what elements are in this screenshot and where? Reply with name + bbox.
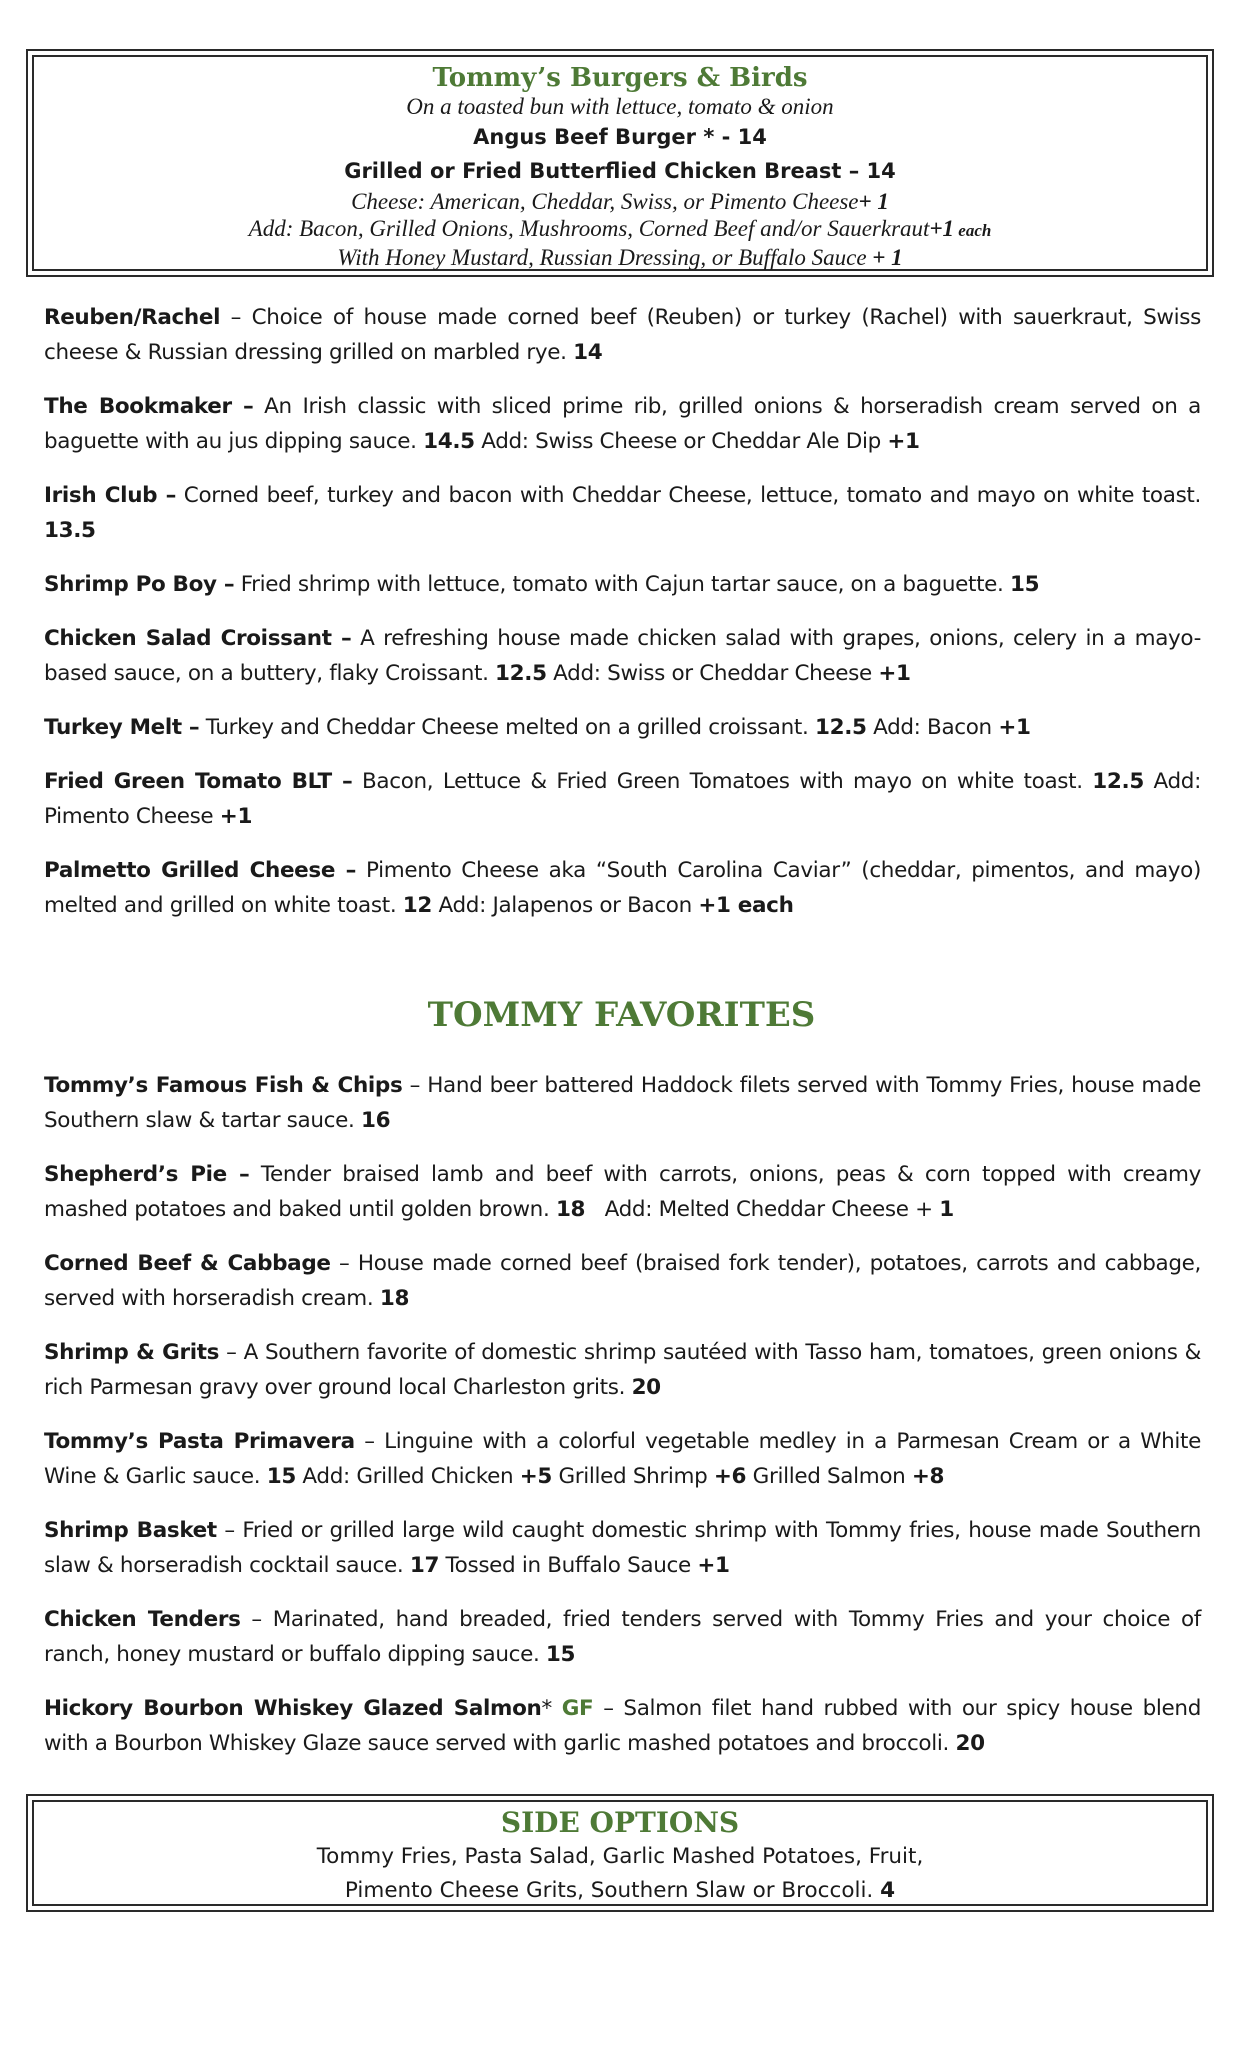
item-description: – Linguine with a colorful vegetable medley in a Parmesan Cream or a White Wine & Garlic sauce. — [44, 1429, 1201, 1489]
menu-item — [44, 1068, 1201, 1138]
item-add-text: Add: Bacon — [866, 715, 999, 740]
add-options-price: +1 — [929, 216, 955, 241]
item-name: Irish Club – — [44, 483, 177, 508]
item-add-price: +1 — [697, 1553, 730, 1578]
favorites-list — [44, 1068, 1201, 1780]
item-add-price: 1 — [939, 1197, 954, 1222]
item-add-price: +1 — [878, 661, 911, 686]
menu-item — [44, 1691, 1201, 1761]
menu-item — [44, 710, 1201, 745]
item-name: Shepherd’s Pie – — [44, 1162, 250, 1187]
item-price: 20 — [955, 1731, 985, 1756]
burgers-subtitle: On a toasted bun with lettuce, tomato & onion — [406, 94, 834, 119]
item-description: Tender braised lamb and beef with carrots, onions, peas & corn topped with creamy mashed potatoes and baked until golden brown. — [44, 1162, 1201, 1222]
menu-item — [44, 1602, 1201, 1672]
sauce-options-text: With Honey Mustard, Russian Dressing, or Buffalo Sauce — [337, 245, 873, 270]
item-add-text: Tossed in Buffalo Sauce — [439, 1553, 698, 1578]
item-name: Tommy’s Pasta Primavera — [44, 1429, 355, 1454]
item-name: Corned Beef & Cabbage — [44, 1251, 331, 1276]
item-price: 13.5 — [44, 518, 96, 543]
menu-item — [44, 1424, 1201, 1494]
item-price: 12 — [402, 893, 433, 918]
item-price: 12.5 — [814, 715, 867, 740]
item-price: 20 — [631, 1375, 661, 1400]
menu-item — [44, 764, 1201, 834]
item-name: Palmetto Grilled Cheese – — [44, 858, 357, 883]
item-description: Pimento Cheese aka “South Carolina Caviar” (cheddar, pimentos, and mayo) melted and grilled on white toast. — [44, 858, 1201, 918]
item-name: Hickory Bourbon Whiskey Glazed Salmon — [44, 1696, 542, 1721]
side-options-line-2-text: Pimento Cheese Grits, Southern Slaw or Broccoli. — [344, 1878, 881, 1903]
menu-item — [44, 567, 1201, 602]
item-name: Fried Green Tomato BLT – — [44, 769, 353, 794]
menu-item — [44, 853, 1201, 923]
item-price: 14.5 — [423, 429, 475, 454]
item-description: – Hand beer battered Haddock filets served with Tommy Fries, house made Southern slaw & tartar sauce. — [44, 1073, 1201, 1133]
item-description: Fried shrimp with lettuce, tomato with Cajun tartar sauce, on a baguette. — [234, 572, 1011, 597]
item-description: – Salmon filet hand rubbed with our spicy house blend with a Bourbon Whiskey Glaze sauce served with garlic mashed potatoes and broccoli. — [44, 1696, 1201, 1756]
item-description: Turkey and Cheddar Cheese melted on a grilled croissant. — [199, 715, 815, 740]
item-description: – Fried or grilled large wild caught domestic shrimp with Tommy fries, house made Southern slaw & horseradish cocktail sauce. — [44, 1518, 1202, 1578]
item-price: 12.5 — [1092, 769, 1144, 794]
chicken-breast-item: Grilled or Fried Butterflied Chicken Breast – 14 — [344, 159, 896, 183]
item-description: A refreshing house made chicken salad with grapes, onions, celery in a mayo-based sauce, on a buttery, flaky Croissant. — [44, 626, 1202, 686]
sauce-options — [34, 244, 1206, 271]
gf-badge: GF — [561, 1696, 594, 1721]
menu-item — [44, 1335, 1201, 1405]
burgers-title: Tommy’s Burgers & Birds — [432, 63, 808, 93]
item-name: Chicken Salad Croissant – — [44, 626, 352, 651]
item-name: Chicken Tenders — [44, 1607, 241, 1632]
item-price: 12.5 — [495, 661, 547, 686]
side-options-price: 4 — [880, 1878, 896, 1903]
item-name: Shrimp & Grits — [44, 1340, 220, 1365]
menu-item — [44, 478, 1201, 548]
item-price: 18 — [379, 1286, 410, 1311]
burgers-birds-box — [32, 55, 1208, 271]
cheese-options — [34, 188, 1206, 215]
side-options-box — [32, 1800, 1208, 1906]
side-options-title: SIDE OPTIONS — [500, 1806, 740, 1839]
sandwich-list — [44, 300, 1201, 942]
item-add-price-2: +6 — [713, 1464, 747, 1489]
menu-item — [44, 621, 1201, 691]
item-add-price: +5 — [519, 1464, 552, 1489]
item-add-text: Add: Swiss Cheese or Cheddar Ale Dip — [474, 429, 888, 454]
item-add-text-3: Grilled Salmon — [746, 1464, 912, 1489]
sauce-price: + 1 — [872, 245, 903, 270]
tommy-favorites-heading: TOMMY FAVORITES — [427, 995, 816, 1035]
item-add-price: +1 each — [698, 893, 794, 918]
add-options-each: each — [954, 221, 992, 240]
angus-burger-item: Angus Beef Burger * - 14 — [473, 125, 767, 149]
add-options-text: Add: Bacon, Grilled Onions, Mushrooms, Corned Beef and/or Sauerkraut — [248, 216, 930, 241]
menu-item — [44, 1157, 1201, 1227]
item-add-text-2: Grilled Shrimp — [552, 1464, 714, 1489]
item-add-price: +1 — [887, 429, 920, 454]
item-price: 15 — [545, 1642, 576, 1667]
item-description: Corned beef, turkey and bacon with Cheddar Cheese, lettuce, tomato and mayo on white toast. — [176, 483, 1201, 508]
item-description: – Marinated, hand breaded, fried tenders served with Tommy Fries and your choice of ranch, honey mustard or buffalo dipping sauce. — [44, 1607, 1201, 1667]
cheese-options-text: Cheese: American, Cheddar, Swiss, or Pimento Cheese — [351, 189, 859, 214]
item-description: – House made corned beef (braised fork tender), potatoes, carrots and cabbage, served with horseradish cream. — [44, 1251, 1201, 1311]
item-add-text: Add: Jalapenos or Bacon — [432, 893, 699, 918]
menu-item — [44, 1246, 1201, 1316]
item-description: Bacon, Lettuce & Fried Green Tomatoes with mayo on white toast. — [352, 769, 1093, 794]
item-add-text: Add: Swiss or Cheddar Cheese — [546, 661, 879, 686]
item-name: Turkey Melt – — [44, 715, 200, 740]
item-star: * — [541, 1696, 562, 1721]
item-add-text: Add: Melted Cheddar Cheese + — [585, 1197, 940, 1222]
item-name: The Bookmaker – — [44, 394, 254, 419]
item-description: – A Southern favorite of domestic shrimp sautéed with Tasso ham, tomatoes, green onions & rich Parmesan gravy over ground local Charleston grits. — [44, 1340, 1201, 1400]
item-price: 15 — [266, 1464, 296, 1489]
side-options-line-1: Tommy Fries, Pasta Salad, Garlic Mashed Potatoes, Fruit, — [316, 1844, 924, 1869]
item-add-price-3: +8 — [911, 1464, 945, 1489]
side-options-line-2 — [34, 1874, 1206, 1908]
menu-item — [44, 389, 1201, 459]
item-description: An Irish classic with sliced prime rib, grilled onions & horseradish cream served on a baguette with au jus dipping sauce. — [44, 394, 1201, 454]
item-description: – Choice of house made corned beef (Reuben) or turkey (Rachel) with sauerkraut, Swiss cheese & Russian dressing grilled on marbled rye. — [44, 305, 1201, 365]
item-name: Shrimp Basket — [44, 1518, 217, 1543]
item-price: 16 — [360, 1108, 391, 1133]
add-options — [34, 215, 1206, 244]
item-name: Reuben/Rachel — [44, 305, 221, 330]
item-price: 15 — [1010, 572, 1040, 597]
item-price: 17 — [409, 1553, 440, 1578]
item-add-text: Add: Pimento Cheese — [44, 769, 1201, 829]
menu-item — [44, 300, 1201, 370]
item-name: Tommy’s Famous Fish & Chips — [44, 1073, 403, 1098]
item-add-text: Add: Grilled Chicken — [295, 1464, 520, 1489]
item-add-price: +1 — [998, 715, 1031, 740]
item-add-price: +1 — [219, 804, 253, 829]
item-price: 14 — [573, 340, 603, 365]
cheese-price: + 1 — [858, 189, 889, 214]
item-name: Shrimp Po Boy – — [44, 572, 235, 597]
item-price: 18 — [555, 1197, 586, 1222]
menu-item — [44, 1513, 1201, 1583]
